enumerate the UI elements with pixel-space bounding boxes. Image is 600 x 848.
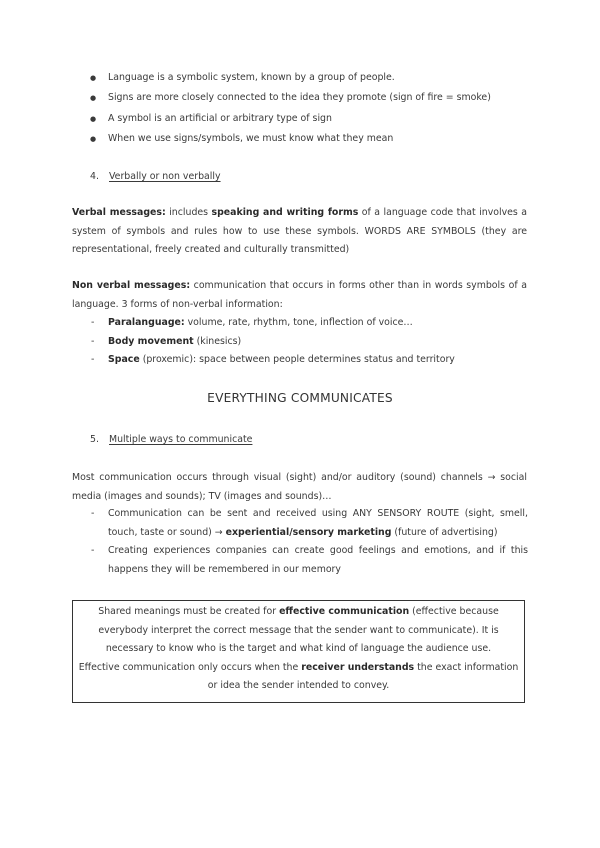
- list-item: - Communication can be sent and received using ANY SENSORY ROUTE (sight, smell, touch, taste or sound) → experiential/sensory marketing (future of advertising): [91, 505, 528, 542]
- section-title: Verbally or non verbally: [109, 171, 221, 182]
- verbal-messages-paragraph: Verbal messages: includes speaking and writing forms of a language code that involves a system of symbols and rules how to use these symbols. WORDS ARE SYMBOLS (they are representational, freely created and culturally transmitted): [72, 207, 527, 255]
- nonverbal-forms-list: [91, 314, 528, 370]
- bullet-list: [90, 68, 530, 149]
- list-item: - Body movement (kinesics): [91, 333, 528, 352]
- nonverbal-messages-paragraph: Non verbal messages: communication that occurs in forms other than in words symbols of a language. 3 forms of non-verbal information:: [72, 280, 527, 310]
- effective-communication-box: [72, 600, 525, 703]
- list-item: - Creating experiences companies can create good feelings and emotions, and if this happens they will be remembered in our memory: [91, 542, 528, 579]
- section-5-heading: [90, 431, 252, 449]
- list-item: [90, 109, 530, 129]
- section-4-heading: [90, 168, 221, 186]
- everything-communicates-heading: EVERYTHING COMMUNICATES: [207, 391, 393, 405]
- bullet-text: A symbol is an artificial or arbitrary type of sign: [108, 112, 332, 124]
- list-item: [90, 129, 530, 149]
- verbal-bold-phrase: speaking and writing forms: [211, 207, 359, 218]
- section-title: Multiple ways to communicate: [109, 434, 253, 445]
- bullet-text: Signs are more closely connected to the idea they promote (sign of fire = smoke): [108, 92, 491, 104]
- list-item: [90, 68, 530, 88]
- bullet-text: Language is a symbolic system, known by a group of people.: [108, 72, 395, 83]
- list-item: - Paralanguage: volume, rate, rhythm, tone, inflection of voice…: [91, 314, 528, 333]
- nonverbal-label: Non verbal messages:: [72, 280, 191, 291]
- list-item: - Space (proxemic): space between people determines status and territory: [91, 351, 528, 370]
- list-item: [90, 88, 530, 108]
- verbal-label: Verbal messages:: [72, 207, 166, 218]
- box-paragraph-1: Shared meanings must be created for effective communication (effective because everybody interpret the correct message that the sender want to communicate). It is necessary to know who is the target and what kind of language the audience use.: [98, 606, 499, 654]
- box-paragraph-2: Effective communication only occurs when the receiver understands the exact information or idea the sender intended to convey.: [78, 661, 519, 691]
- section-number: 4.: [90, 171, 99, 182]
- section-number: 5.: [90, 434, 99, 445]
- channels-paragraph: Most communication occurs through visual (sight) and/or auditory (sound) channels → social media (images and sounds); TV (images and sounds)…: [72, 472, 527, 502]
- channels-list: [91, 505, 528, 579]
- bullet-text: When we use signs/symbols, we must know what they mean: [108, 132, 394, 144]
